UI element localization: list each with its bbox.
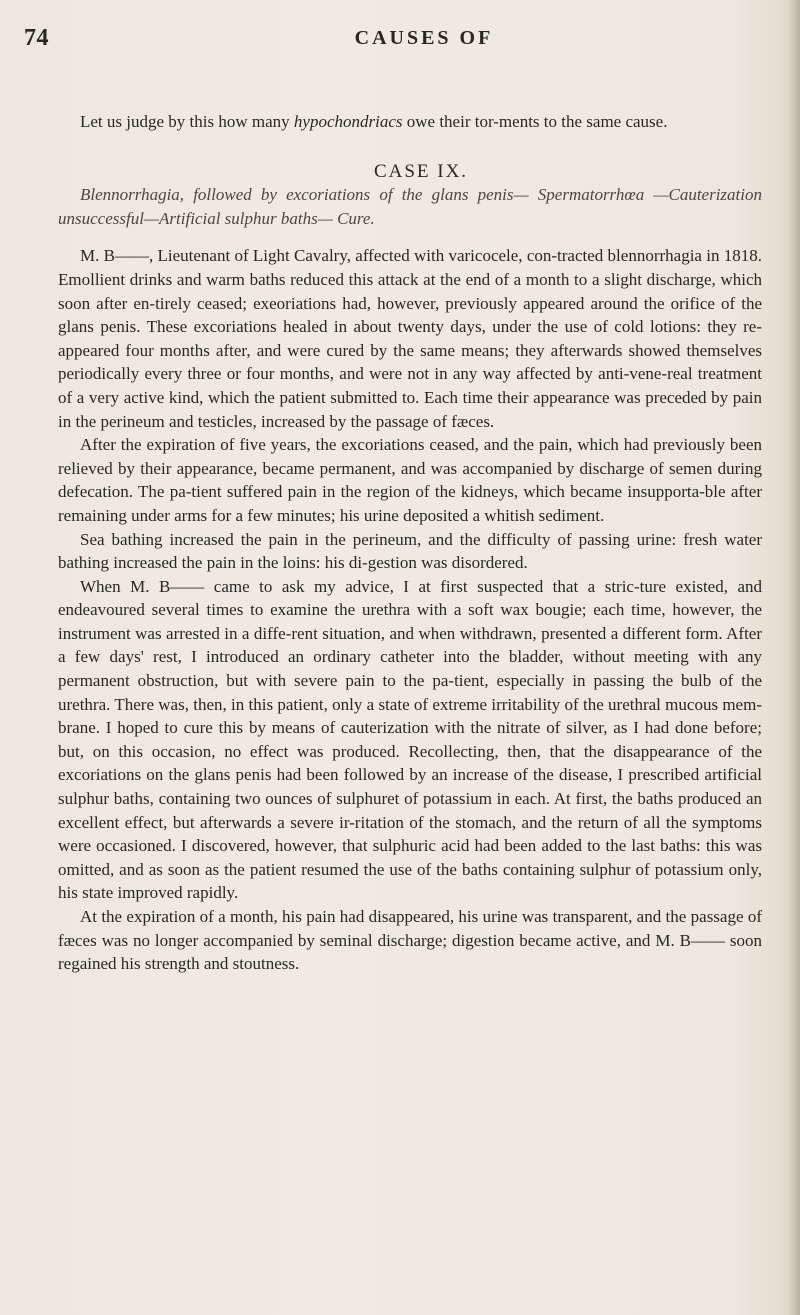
intro-paragraph <box>58 110 762 134</box>
text-block <box>58 110 762 976</box>
case-body <box>58 244 762 975</box>
running-head-title: CAUSES OF <box>354 27 494 49</box>
case-title: Blennorrhagia, followed by excoriations of the glans penis— Spermatorrhœa —Cauterization unsuccessful—Artificial sulphur baths— Cure. <box>58 185 762 228</box>
intro-text-end: owe their tor-ments to the same cause. <box>402 112 668 131</box>
intro-text-start: Let us judge by this how many <box>80 112 294 131</box>
running-head <box>24 25 744 53</box>
case-paragraph-2: After the expiration of five years, the excoriations ceased, and the pain, which had previously been relieved by their appearance, became permanent, and was accompanied by discharge of semen during defecation. The pa-tient suffered pain in the region of the kidneys, which became insupporta-ble after remaining under arms for a few minutes; his urine deposited a whitish sediment. <box>58 435 762 525</box>
intro-emphasis: hypochondriacs <box>293 112 403 131</box>
case-paragraph-3: Sea bathing increased the pain in the perineum, and the difficulty of passing urine: fresh water bathing increased the pain in the loins: his di-gestion was disordered. <box>58 529 762 573</box>
page-edge-shadow <box>786 0 800 1315</box>
case-paragraph-5: At the expiration of a month, his pain had disappeared, his urine was transparent, and the passage of fæces was no longer accompanied by seminal discharge; digestion became active, and M. B—— soon regained his strength and stoutness. <box>58 907 762 974</box>
case-heading: CASE IX. <box>373 160 469 182</box>
case-paragraph-1: M. B——, Lieutenant of Light Cavalry, affected with varicocele, con-tracted blennorrhagia in 1818. Emollient drinks and warm baths reduced this attack at the end of a month to a slight discharge, which soon after en-tirely ceased; exeoriations had, however, previously appeared around the orifice of the glans penis. These excoriations healed in about twenty days, under the use of cold lotions: they re-appeared four months after, and were cured by the same means; they afterwards showed themselves periodically every three or four months, and were not in any way affected by anti-vene-real treatment of a very active kind, which the patient submitted to. Each time their appearance was preceded by pain in the perineum and testicles, increased by the passage of fæces. <box>58 246 762 431</box>
page-number: 74 <box>24 25 49 51</box>
case-paragraph-4: When M. B—— came to ask my advice, I at first suspected that a stric-ture existed, and endeavoured several times to examine the urethra with a soft wax bougie; each time, however, the instrument was arrested in a diffe-rent situation, and when withdrawn, presented a different form. After a few days' rest, I introduced an ordinary catheter into the bladder, without meeting with any permanent obstruction, but with severe pain to the pa-tient, especially in passing the bulb of the urethra. There was, then, in this patient, only a state of extreme irritability of the urethral mucous mem-brane. I hoped to cure this by means of cauterization with the nitrate of silver, as I had done before; but, on this occasion, no effect was produced. Recollecting, then, that the disappearance of the excoriations on the glans penis had been followed by an increase of the disease, I prescribed artificial sulphur baths, containing two ounces of sulphuret of potassium in each. At first, the baths produced an excellent effect, but afterwards a severe ir-ritation of the stomach, and the return of all the symptoms were occasioned. I discovered, however, that sulphuric acid had been added to the last baths: this was omitted, and as soon as the patient resumed the use of the baths containing sulphur of potassium only, his state improved rapidly. <box>58 576 762 903</box>
